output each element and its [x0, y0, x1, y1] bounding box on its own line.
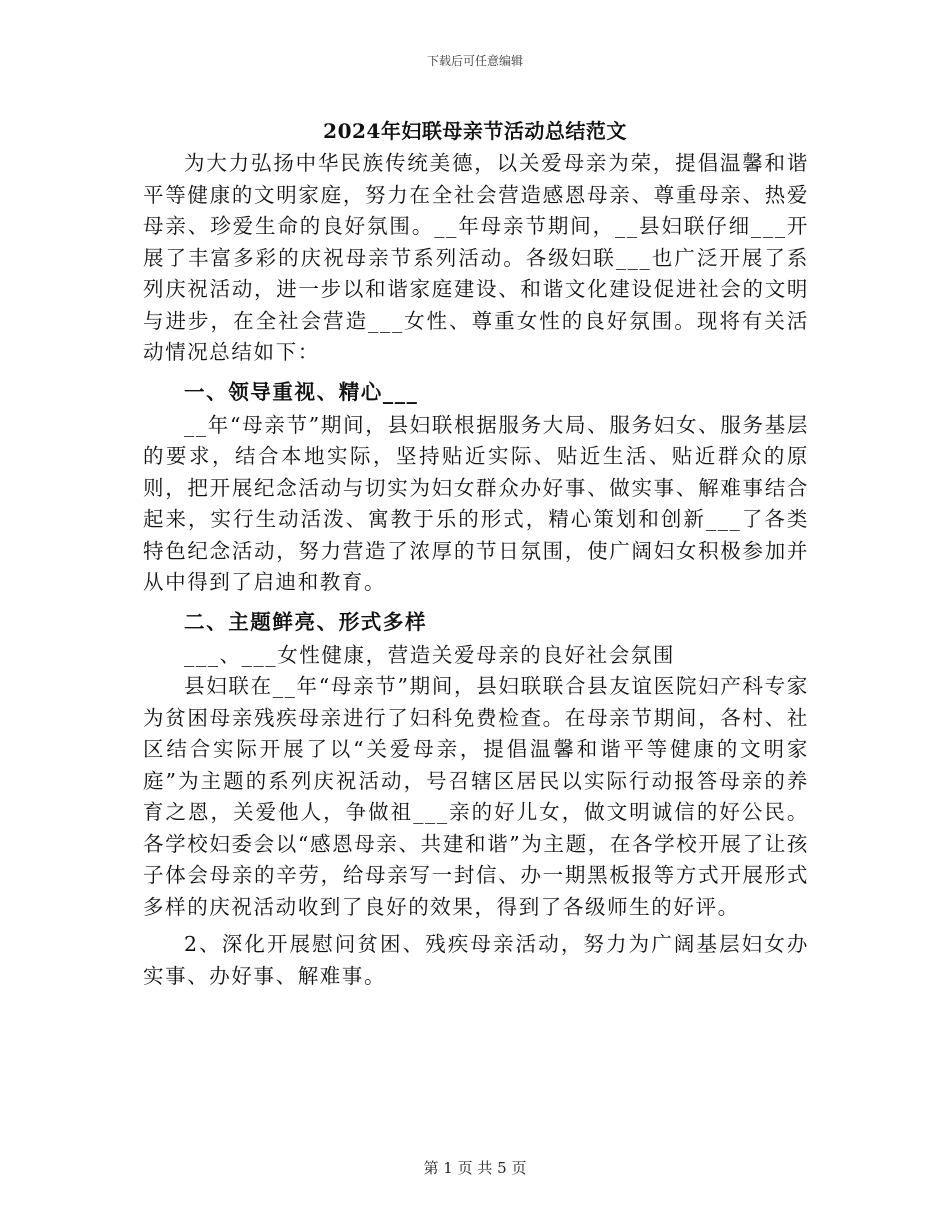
section-1-paragraph: __年“母亲节”期间，县妇联根据服务大局、服务妇女、服务基层的要求，结合本地实际，坚持贴近实际、贴近生活、贴近群众的原则，把开展纪念活动与切实为妇女群众办好事、做实事、解难事结合起来，实行生动活泼、寓教于乐的形式，精心策划和创新___了各类特色纪念活动，努力营造了浓厚的节日氛围，使广阔妇女积极参加并从中得到了启迪和教育。	[143, 412, 809, 594]
page-header-note: 下载后可任意编辑	[426, 54, 523, 68]
document-body	[143, 148, 809, 992]
section-heading-1: 一、领导重视、精心___	[184, 379, 419, 404]
subsection-heading-1: ___、___女性健康，营造关爱母亲的良好社会氛围	[184, 642, 675, 667]
page-number: 第 1 页 共 5 页	[423, 1159, 527, 1177]
document-title: 2024年妇联母亲节活动总结范文	[323, 119, 627, 143]
intro-paragraph: 为大力弘扬中华民族传统美德，以关爱母亲为荣，提倡温馨和谐平等健康的文明家庭，努力在全社会营造感恩母亲、尊重母亲、热爱母亲、珍爱生命的良好氛围。__年母亲节期间，__县妇联仔细___开展了丰富多彩的庆祝母亲节系列活动。各级妇联___也广泛开展了系列庆祝活动，进一步以和谐家庭建设、和谐文化建设促进社会的文明与进步，在全社会营造___女性、尊重女性的良好氛围。现将有关活动情况总结如下：	[143, 151, 809, 364]
subsection-2-paragraph: 2、深化开展慰问贫困、残疾母亲活动，努力为广阔基层妇女办实事、办好事、解难事。	[143, 932, 809, 988]
section-2-paragraph: 县妇联在__年“母亲节”期间，县妇联联合县友谊医院妇产科专家为贫困母亲残疾母亲进行了妇科免费检查。在母亲节期间，各村、社区结合实际开展了以“关爱母亲，提倡温馨和谐平等健康的文明家庭”为主题的系列庆祝活动，号召辖区居民以实际行动报答母亲的养育之恩，关爱他人，争做祖___亲的好儿女，做文明诚信的好公民。各学校妇委会以“感恩母亲、共建和谐”为主题，在各学校开展了让孩子体会母亲的辛劳，给母亲写一封信、办一期黑板报等方式开展形式多样的庆祝活动收到了良好的效果，得到了各级师生的好评。	[143, 674, 809, 919]
section-heading-2: 二、主题鲜亮、形式多样	[184, 609, 428, 634]
